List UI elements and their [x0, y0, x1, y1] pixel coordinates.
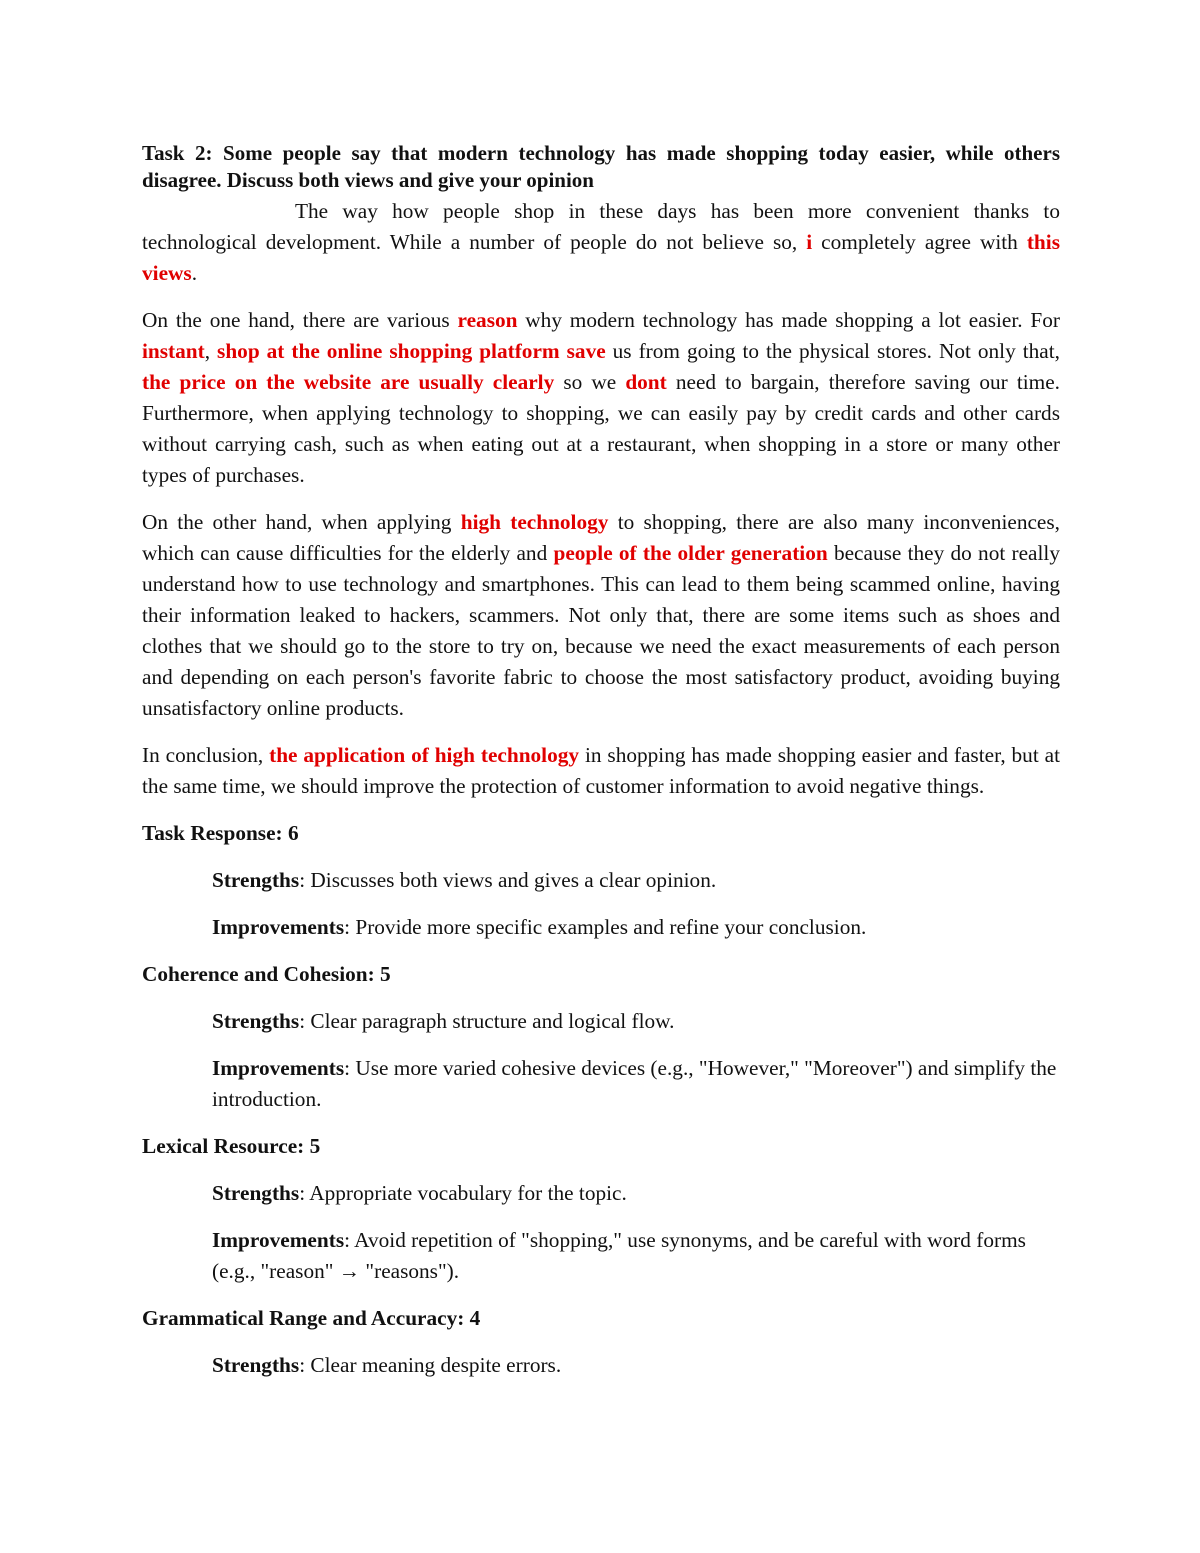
error-highlight: shop at the online shopping platform save [217, 339, 606, 363]
error-highlight: high technology [460, 510, 609, 534]
lexical-heading: Lexical Resource: 5 [142, 1134, 321, 1158]
essay-text: completely agree with [812, 230, 1027, 254]
lexical-strengths [212, 1178, 1060, 1209]
essay-text: us from going to the physical stores. Not only that, [605, 339, 1060, 363]
error-highlight: instant [142, 339, 205, 363]
essay-text: . [191, 261, 198, 285]
strengths-text: : Clear meaning despite errors. [299, 1353, 562, 1377]
error-highlight: people of the older generation [553, 541, 828, 565]
improvements-label: Improvements [212, 915, 345, 939]
strengths-text: : Appropriate vocabulary for the topic. [299, 1181, 627, 1205]
grammar-strengths [212, 1350, 1060, 1381]
essay-paragraph-intro [142, 196, 1060, 289]
grammar-heading: Grammatical Range and Accuracy: 4 [142, 1306, 481, 1330]
improvements-label: Improvements [212, 1228, 345, 1252]
essay-text: in shopping has made shopping easier and faster, but at the same time, we should improve the protection of customer information to avoid negative things. [142, 743, 1061, 798]
error-highlight: i [806, 230, 813, 254]
essay-text: On the other hand, when applying [142, 510, 461, 534]
essay-paragraph-conclusion [142, 740, 1060, 802]
improvements-text: : Avoid repetition of "shopping," use synonyms, and be careful with word forms (e.g., "reason" → "reasons"). [212, 1228, 1026, 1283]
essay-text: because they do not really understand how to use technology and smartphones. This can lead to them being scammed online, having their information leaked to hackers, scammers. Not only that, there are some items such as shoes and clothes that we should go to the store to try on, because we need the exact measurements of each person and depending on each person's favorite fabric to choose the most satisfactory product, avoiding buying unsatisfactory online products. [142, 541, 1060, 720]
task-response-strengths [212, 865, 1060, 896]
improvements-text: : Provide more specific examples and refine your conclusion. [344, 915, 867, 939]
error-highlight: the price on the website are usually clearly [142, 370, 555, 394]
strengths-text: : Discusses both views and gives a clear opinion. [299, 868, 717, 892]
essay-paragraph-body-1 [142, 305, 1060, 491]
error-highlight: the application of high technology [269, 743, 580, 767]
improvements-text: : Use more varied cohesive devices (e.g., "However," "Moreover") and simplify the introduction. [212, 1056, 1057, 1111]
strengths-label: Strengths [212, 1181, 300, 1205]
essay-text: why modern technology has made shopping a lot easier. For [517, 308, 1060, 332]
coherence-strengths [212, 1006, 1060, 1037]
error-highlight: dont [625, 370, 667, 394]
strengths-text: : Clear paragraph structure and logical flow. [299, 1009, 675, 1033]
coherence-improvements [212, 1053, 1060, 1115]
essay-text: so we [554, 370, 626, 394]
coherence-heading: Coherence and Cohesion: 5 [142, 962, 391, 986]
strengths-label: Strengths [212, 1353, 300, 1377]
essay-text: On the one hand, there are various [142, 308, 458, 332]
essay-paragraph-body-2 [142, 507, 1060, 724]
essay-text: The way how people shop in these days has been more convenient thanks to technological development. While a number of people do not believe so, [142, 199, 1060, 254]
task-response-heading: Task Response: 6 [142, 821, 299, 845]
document-page [142, 140, 1060, 1397]
error-highlight: this views [142, 230, 1060, 285]
strengths-label: Strengths [212, 868, 300, 892]
error-highlight: reason [457, 308, 518, 332]
essay-text: need to bargain, therefore saving our time. Furthermore, when applying technology to shopping, we can easily pay by credit cards and other cards without carrying cash, such as when eating out at a restaurant, when shopping in a store or many other types of purchases. [142, 370, 1060, 487]
lexical-improvements [212, 1225, 1060, 1287]
task-response-improvements [212, 912, 1060, 943]
improvements-label: Improvements [212, 1056, 345, 1080]
essay-text: , [204, 339, 218, 363]
task-title: Task 2: Some people say that modern technology has made shopping today easier, while others disagree. Discuss both views and give your opinion [142, 141, 1060, 192]
essay-text: In conclusion, [142, 743, 270, 767]
essay-text: to shopping, there are also many inconveniences, which can cause difficulties for the elderly and [142, 510, 1060, 565]
strengths-label: Strengths [212, 1009, 300, 1033]
